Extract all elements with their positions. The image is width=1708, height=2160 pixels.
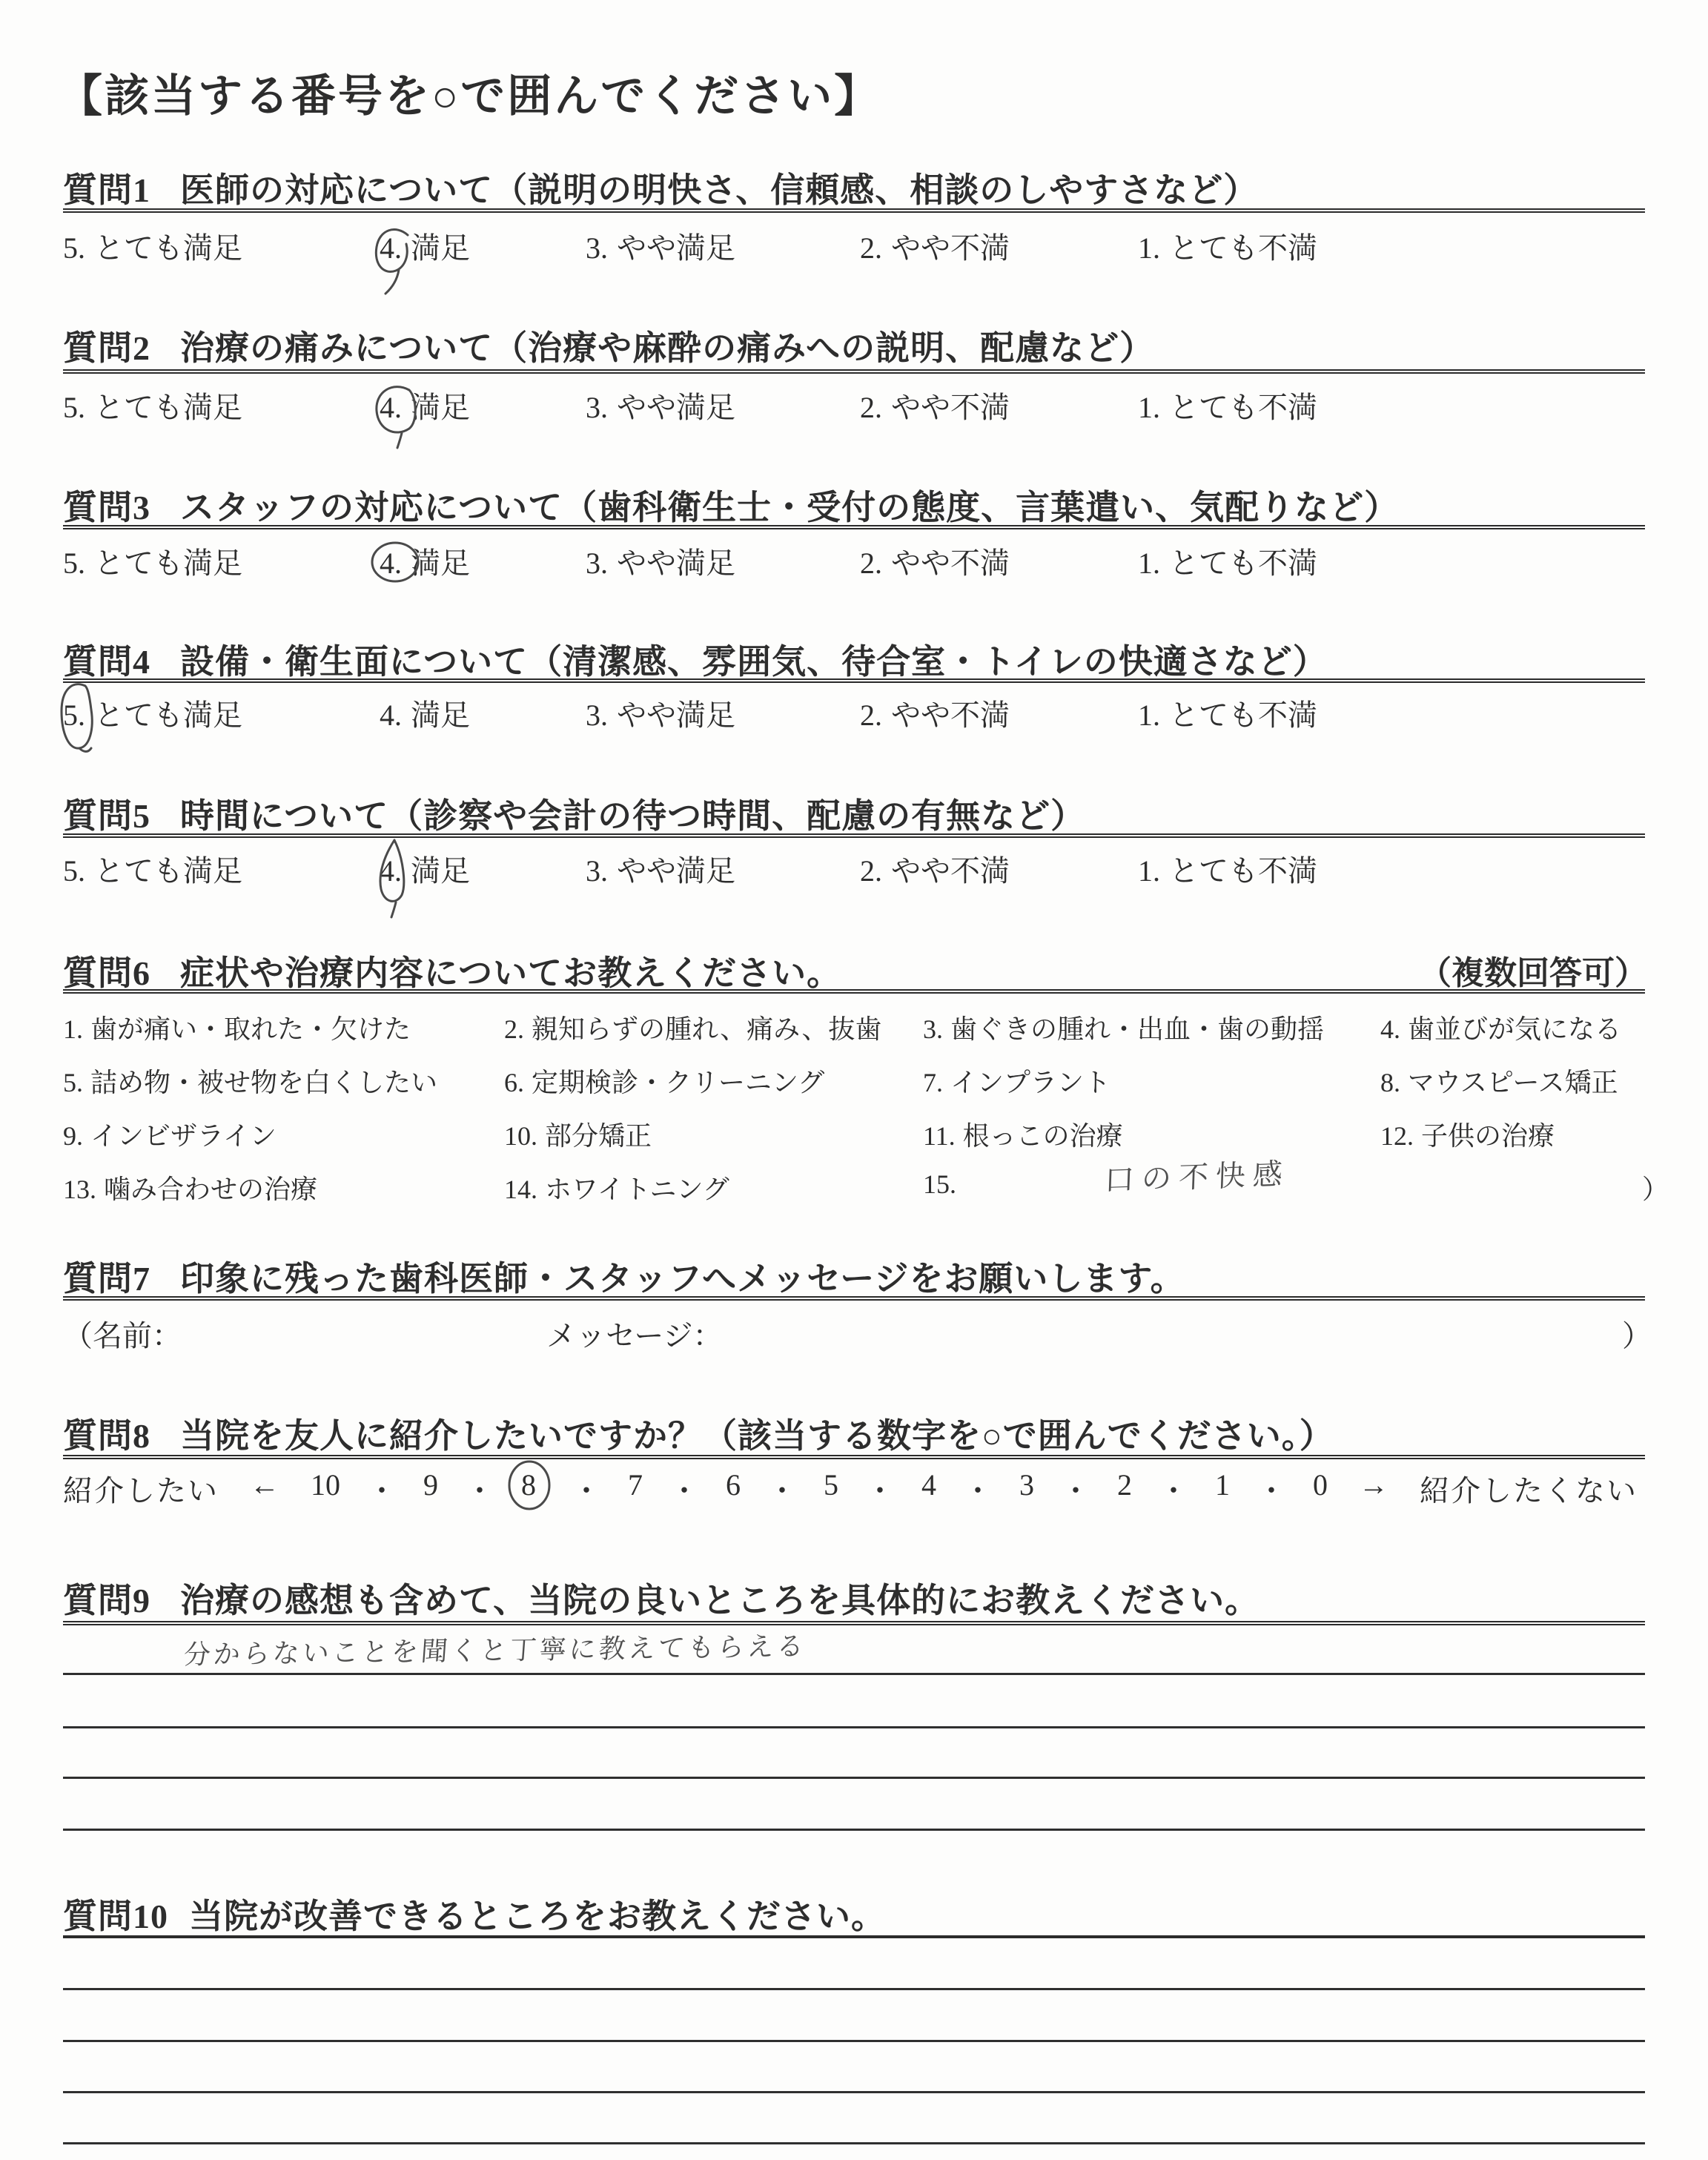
question-5-title <box>63 789 1085 838</box>
question-3-title <box>63 480 1399 529</box>
dot-separator: ・ <box>767 1474 797 1507</box>
symptom-item-11: 11. 根っこの治療 <box>923 1121 1123 1151</box>
header-rule <box>63 1296 1645 1301</box>
multiple-answers-note: （複数回答可） <box>1419 955 1647 991</box>
rating-option-2: 2. やや不満 <box>860 854 1010 888</box>
rating-option-1: 1. とても不満 <box>1138 546 1317 580</box>
question-1-options <box>63 225 1645 277</box>
rating-option-5: 5. とても満足 <box>63 231 242 265</box>
rating-option-2: 2. やや不満 <box>860 391 1010 424</box>
left-arrow: ← <box>250 1468 279 1502</box>
q9-answer-handwriting: 分からないことを聞くと丁寧に教えてもらえる <box>182 1631 808 1671</box>
answer-line <box>63 1726 1645 1728</box>
nps-7: 7 <box>628 1468 643 1502</box>
dot-separator: ・ <box>465 1474 494 1507</box>
header-rule <box>63 833 1645 838</box>
nps-scale <box>63 1467 1645 1510</box>
question-1-title <box>63 163 1258 212</box>
symptom-item-3: 3. 歯ぐきの腫れ・出血・歯の動揺 <box>923 1014 1325 1044</box>
question-4-title <box>63 635 1328 684</box>
rating-option-2: 2. やや不満 <box>860 546 1010 580</box>
question-5-label: 質問5 <box>63 797 150 835</box>
rating-option-5: 5. とても満足 <box>63 854 242 888</box>
answer-line <box>63 2091 1645 2093</box>
nps-6: 6 <box>726 1468 741 1502</box>
question-3-label: 質問3 <box>63 489 150 526</box>
rating-option-1: 1. とても不満 <box>1138 854 1317 888</box>
rating-option-3: 3. やや満足 <box>586 231 735 265</box>
symptom-item-9: 9. インビザライン <box>63 1121 277 1151</box>
question-10-text: 当院が改善できるところをお教えください。 <box>189 1898 886 1935</box>
question-3-options <box>63 540 1645 592</box>
header-rule <box>63 369 1645 374</box>
rating-option-3: 3. やや満足 <box>586 391 735 424</box>
question-8-text: 当院を友人に紹介したいですか？（該当する数字を○で囲んでください。） <box>180 1417 1334 1455</box>
symptom-item-5: 5. 詰め物・被せ物を白くしたい <box>63 1068 438 1097</box>
rating-option-1: 1. とても不満 <box>1138 698 1317 732</box>
symptom-item-8: 8. マウスピース矯正 <box>1380 1068 1618 1097</box>
message-close-paren: ） <box>1622 1319 1652 1353</box>
symptom-item-2: 2. 親知らずの腫れ、痛み、抜歯 <box>504 1014 882 1044</box>
nps-9: 9 <box>423 1468 438 1502</box>
nps-3: 3 <box>1019 1468 1034 1502</box>
rating-option-2: 2. やや不満 <box>860 231 1010 265</box>
message-field-label: メッセージ： <box>546 1319 723 1353</box>
rating-option-3: 3. やや満足 <box>586 854 735 888</box>
symptom-item-14: 14. ホワイトニング <box>504 1175 729 1204</box>
rating-option-4-circled: 4. 満足 <box>380 540 470 582</box>
question-9-title <box>63 1573 1260 1622</box>
rating-option-4-circled: 4. 満足 <box>380 848 470 890</box>
symptom-item-15: 15. <box>923 1169 956 1199</box>
header-rule <box>63 1621 1645 1625</box>
dot-separator: ・ <box>572 1474 601 1507</box>
answer-line <box>63 1673 1645 1675</box>
question-9-text: 治療の感想も含めて、当院の良いところを具体的にお教えください。 <box>180 1582 1260 1619</box>
question-4-text: 設備・衛生面について（清潔感、雰囲気、待合室・トイレの快適さなど） <box>180 643 1328 681</box>
header-rule <box>63 989 1645 994</box>
nps-5: 5 <box>824 1468 838 1502</box>
rating-option-5-circled: 5. とても満足 <box>63 692 242 734</box>
question-1-text: 医師の対応について（説明の明快さ、信頼感、相談のしやすさなど） <box>180 171 1259 209</box>
question-5-text: 時間について（診察や会計の待つ時間、配慮の有無など） <box>180 797 1086 835</box>
question-5-options <box>63 848 1645 899</box>
question-8-title <box>63 1409 1334 1458</box>
header-rule <box>63 678 1645 683</box>
nps-left-label: 紹介したい <box>63 1474 219 1507</box>
nps-10: 10 <box>311 1468 340 1502</box>
nps-2: 2 <box>1117 1468 1132 1502</box>
name-field-label: （名前： <box>63 1319 182 1353</box>
question-2-label: 質問2 <box>63 329 150 367</box>
nps-4: 4 <box>921 1468 936 1502</box>
rating-option-4-circled: 4. 満足 <box>380 225 470 267</box>
rating-option-5: 5. とても満足 <box>63 391 242 424</box>
question-9-label: 質問9 <box>63 1582 150 1619</box>
rating-option-3: 3. やや満足 <box>586 698 735 732</box>
symptom-item-13: 13. 噛み合わせの治療 <box>63 1175 318 1204</box>
question-6-title <box>63 946 841 995</box>
rating-option-5: 5. とても満足 <box>63 546 242 580</box>
answer-line <box>63 1988 1645 1990</box>
question-6-label: 質問6 <box>63 954 150 992</box>
nps-right-label: 紹介したくない <box>1420 1474 1638 1507</box>
question-8-label: 質問8 <box>63 1417 150 1455</box>
question-1-label: 質問1 <box>63 171 150 209</box>
question-7-label: 質問7 <box>63 1260 150 1298</box>
question-2-title <box>63 321 1154 370</box>
symptom-item-6: 6. 定期検診・クリーニング <box>504 1068 825 1097</box>
nps-1: 1 <box>1215 1468 1230 1502</box>
other-symptom-handwriting: 口の不快感 <box>1104 1157 1291 1198</box>
question-7-title <box>63 1252 1185 1301</box>
dot-separator: ・ <box>963 1474 993 1507</box>
rating-option-4: 4. 満足 <box>380 698 470 732</box>
symptom-item-4: 4. 歯並びが気になる <box>1380 1014 1622 1044</box>
question-3-text: スタッフの対応について（歯科衛生士・受付の態度、言葉遣い、気配りなど） <box>180 489 1400 526</box>
rating-option-3: 3. やや満足 <box>586 546 735 580</box>
question-4-options <box>63 692 1645 744</box>
header-rule <box>63 525 1645 529</box>
other-close-paren: ） <box>1642 1175 1669 1204</box>
answer-line <box>63 2040 1645 2042</box>
answer-line <box>63 2142 1645 2144</box>
question-2-options <box>63 384 1645 436</box>
dot-separator: ・ <box>1257 1474 1286 1507</box>
symptom-item-7: 7. インプラント <box>923 1068 1111 1097</box>
rating-option-1: 1. とても不満 <box>1138 231 1317 265</box>
answer-line <box>63 1829 1645 1831</box>
symptom-item-10: 10. 部分矯正 <box>504 1121 652 1151</box>
answer-line <box>63 1777 1645 1779</box>
nps-0: 0 <box>1313 1468 1328 1502</box>
header-rule <box>63 208 1645 213</box>
header-rule <box>63 1455 1645 1459</box>
question-10-title <box>63 1889 886 1938</box>
rating-option-1: 1. とても不満 <box>1138 391 1317 424</box>
right-arrow: → <box>1359 1468 1388 1502</box>
dot-separator: ・ <box>865 1474 895 1507</box>
nps-8-circled: 8 <box>521 1467 536 1502</box>
page-title: 【該当する番号を○で囲んでください】 <box>58 72 881 121</box>
header-rule <box>63 1935 1645 1938</box>
dot-separator: ・ <box>1061 1474 1090 1507</box>
symptom-item-1: 1. 歯が痛い・取れた・欠けた <box>63 1014 411 1044</box>
question-6-text: 症状や治療内容についてお教えください。 <box>180 954 842 992</box>
question-4-label: 質問4 <box>63 643 150 681</box>
rating-option-4-circled: 4. 満足 <box>380 384 470 426</box>
question-2-text: 治療の痛みについて（治療や麻酔の痛みへの説明、配慮など） <box>180 329 1155 367</box>
question-10-label: 質問10 <box>63 1898 168 1935</box>
dot-separator: ・ <box>669 1474 699 1507</box>
question-7-text: 印象に残った歯科医師・スタッフへメッセージをお願いします。 <box>180 1260 1185 1298</box>
symptom-item-12: 12. 子供の治療 <box>1380 1121 1555 1151</box>
dot-separator: ・ <box>367 1474 397 1507</box>
rating-option-2: 2. やや不満 <box>860 698 1010 732</box>
dot-separator: ・ <box>1159 1474 1188 1507</box>
